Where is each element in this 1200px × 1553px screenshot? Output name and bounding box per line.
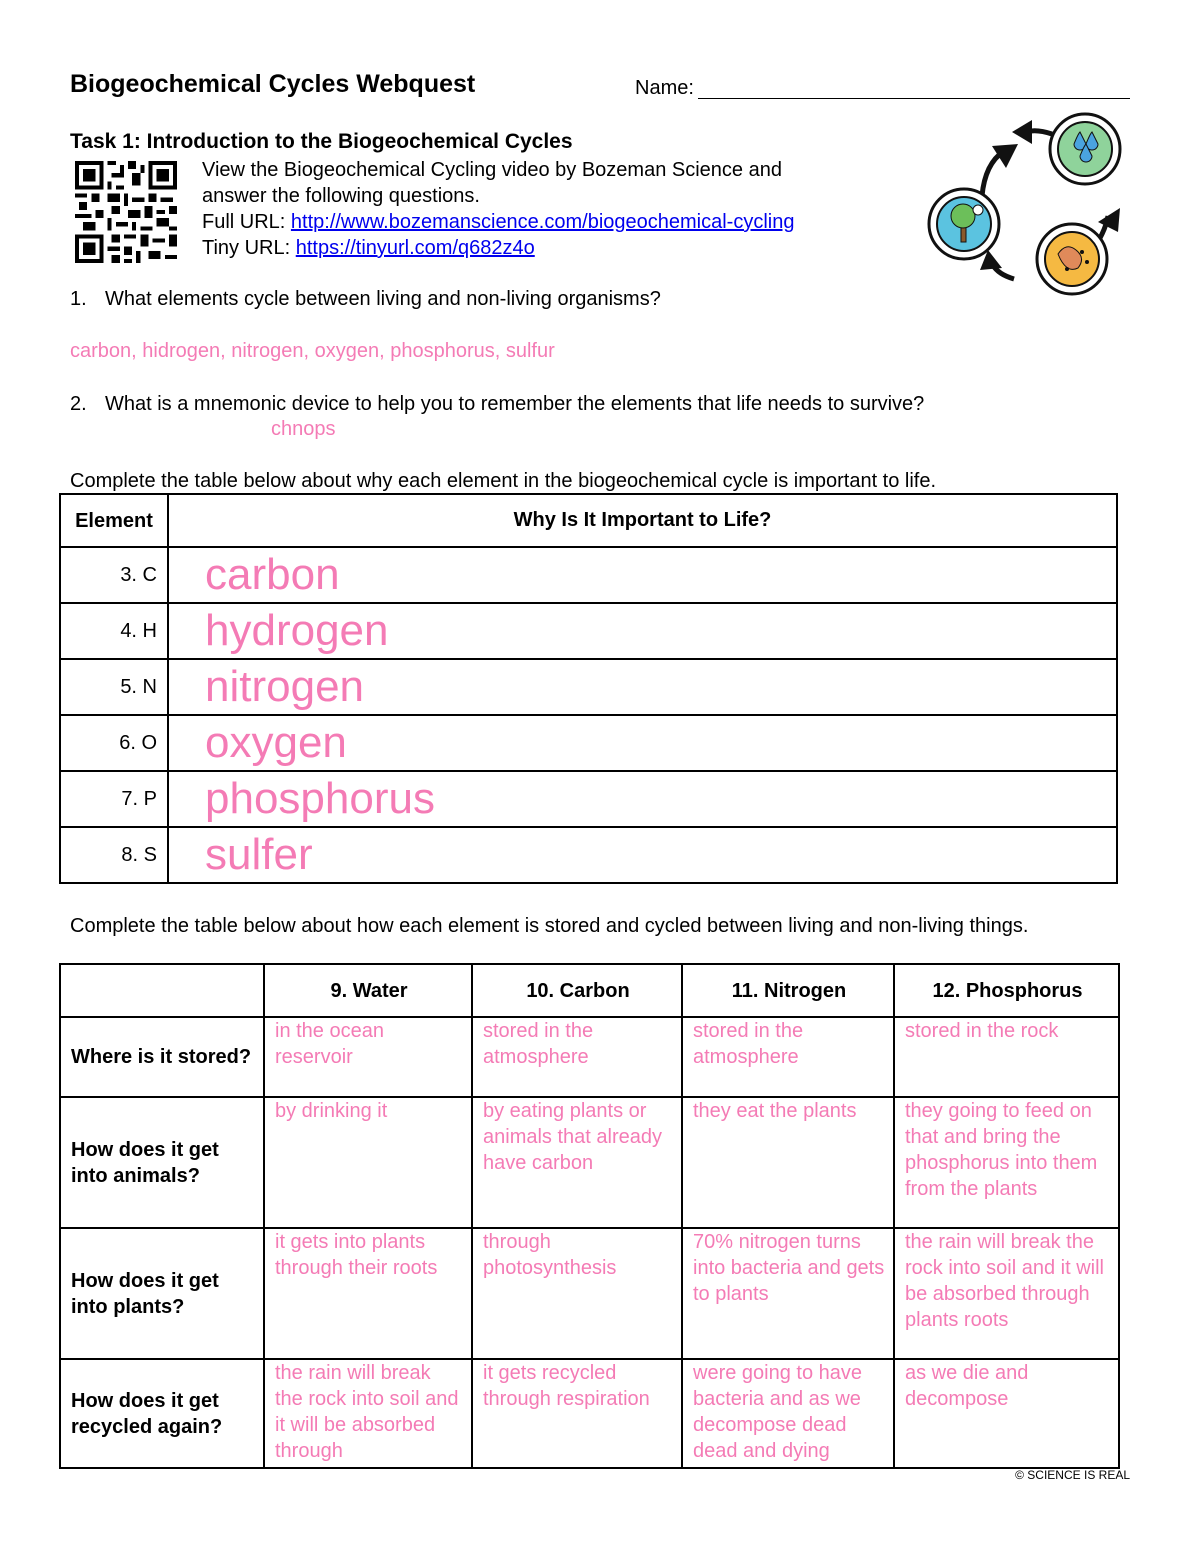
tiny-url-line (202, 235, 794, 261)
nitrogen-animals-cell[interactable]: they eat the plants (682, 1097, 894, 1228)
table-row (60, 1228, 1119, 1359)
table-row (60, 1097, 1119, 1228)
phosphorus-plants-cell[interactable]: the rain will break the rock into soil and it will be absorbed through plants roots (894, 1228, 1119, 1359)
task1-title: Task 1: Introduction to the Biogeochemical Cycles (70, 130, 573, 153)
nitrogen-stored-cell[interactable]: stored in the atmosphere (682, 1017, 894, 1097)
element-column-header: Element (60, 494, 168, 547)
qr-code-icon (75, 160, 177, 264)
table2-instructions: Complete the table below about how each element is stored and cycled between living and non-living things. (70, 915, 1029, 937)
full-url-label: Full URL: (202, 211, 291, 233)
water-stored-cell[interactable]: in the ocean reservoir (264, 1017, 472, 1097)
row-header-stored: Where is it stored? (60, 1017, 264, 1097)
question-2 (70, 393, 924, 416)
table-row (60, 547, 1117, 603)
element-label: 3. C (60, 547, 168, 603)
element-cycle-table (59, 963, 1120, 1469)
table-row (60, 715, 1117, 771)
task1-instructions (202, 157, 794, 261)
name-label: Name: (635, 77, 694, 99)
instruction-line-1: View the Biogeochemical Cycling video by Bozeman Science and (202, 159, 782, 181)
empty-corner-cell (60, 964, 264, 1017)
phosphorus-stored-cell[interactable]: stored in the rock (894, 1017, 1119, 1097)
element-label: 7. P (60, 771, 168, 827)
carbon-animals-cell[interactable]: by eating plants or animals that already have carbon (472, 1097, 682, 1228)
answer-cell[interactable]: oxygen (168, 715, 1117, 771)
table1-instructions: Complete the table below about why each element in the biogeochemical cycle is important to life. (70, 470, 937, 492)
row-header-animals: How does it get into animals? (60, 1097, 264, 1228)
element-label: 8. S (60, 827, 168, 883)
element-label: 4. H (60, 603, 168, 659)
phosphorus-animals-cell[interactable]: they going to feed on that and bring the phosphorus into them from the plants (894, 1097, 1119, 1228)
answer-cell[interactable]: nitrogen (168, 659, 1117, 715)
water-animals-cell[interactable]: by drinking it (264, 1097, 472, 1228)
question-1-text: What elements cycle between living and non-living organisms? (105, 288, 661, 310)
question-2-text: What is a mnemonic device to help you to remember the elements that life needs to survive? (105, 393, 925, 415)
carbon-recycled-cell[interactable]: it gets recycled through respiration (472, 1359, 682, 1468)
table-row (60, 659, 1117, 715)
question-1-number: 1. (70, 288, 87, 310)
tiny-url-label: Tiny URL: (202, 237, 296, 259)
page-title: Biogeochemical Cycles Webquest (70, 70, 476, 98)
nitrogen-recycled-cell[interactable]: were going to have bacteria and as we decompose dead dead and dying (682, 1359, 894, 1468)
answer-cell[interactable]: phosphorus (168, 771, 1117, 827)
instruction-line-2: answer the following questions. (202, 185, 480, 207)
water-recycled-cell[interactable]: the rain will break the rock into soil and it will be absorbed through (264, 1359, 472, 1468)
table-header-row (60, 494, 1117, 547)
answer-cell[interactable]: sulfer (168, 827, 1117, 883)
row-header-plants: How does it get into plants? (60, 1228, 264, 1359)
table-row (60, 1359, 1119, 1468)
element-importance-table (59, 493, 1118, 884)
answer-cell[interactable]: carbon (168, 547, 1117, 603)
element-label: 6. O (60, 715, 168, 771)
table-row (60, 1017, 1119, 1097)
element-label: 5. N (60, 659, 168, 715)
table-row (60, 771, 1117, 827)
why-column-header: Why Is It Important to Life? (168, 494, 1117, 547)
nitrogen-column-header: 11. Nitrogen (682, 964, 894, 1017)
phosphorus-recycled-cell[interactable]: as we die and decompose (894, 1359, 1119, 1468)
carbon-stored-cell[interactable]: stored in the atmosphere (472, 1017, 682, 1097)
row-header-recycled: How does it get recycled again? (60, 1359, 264, 1468)
answer-2[interactable]: chnops (271, 418, 336, 440)
answer-1[interactable]: carbon, hidrogen, nitrogen, oxygen, phosphorus, sulfur (70, 340, 555, 362)
question-1 (70, 288, 661, 311)
biogeochemical-cycle-icon (922, 104, 1134, 304)
copyright-footer: © SCIENCE IS REAL (1015, 1468, 1130, 1482)
nitrogen-plants-cell[interactable]: 70% nitrogen turns into bacteria and gets to plants (682, 1228, 894, 1359)
tiny-url-link[interactable]: https://tinyurl.com/q682z4o (295, 237, 535, 259)
carbon-column-header: 10. Carbon (472, 964, 682, 1017)
full-url-link[interactable]: http://www.bozemanscience.com/biogeochemical-cycling (290, 211, 795, 233)
table-row (60, 827, 1117, 883)
answer-cell[interactable]: hydrogen (168, 603, 1117, 659)
phosphorus-column-header: 12. Phosphorus (894, 964, 1119, 1017)
table-header-row (60, 964, 1119, 1017)
question-2-number: 2. (70, 393, 87, 415)
water-plants-cell[interactable]: it gets into plants through their roots (264, 1228, 472, 1359)
full-url-line (202, 209, 794, 235)
name-field-line[interactable] (698, 98, 1130, 99)
table-row (60, 603, 1117, 659)
water-column-header: 9. Water (264, 964, 472, 1017)
carbon-plants-cell[interactable]: through photosynthesis (472, 1228, 682, 1359)
